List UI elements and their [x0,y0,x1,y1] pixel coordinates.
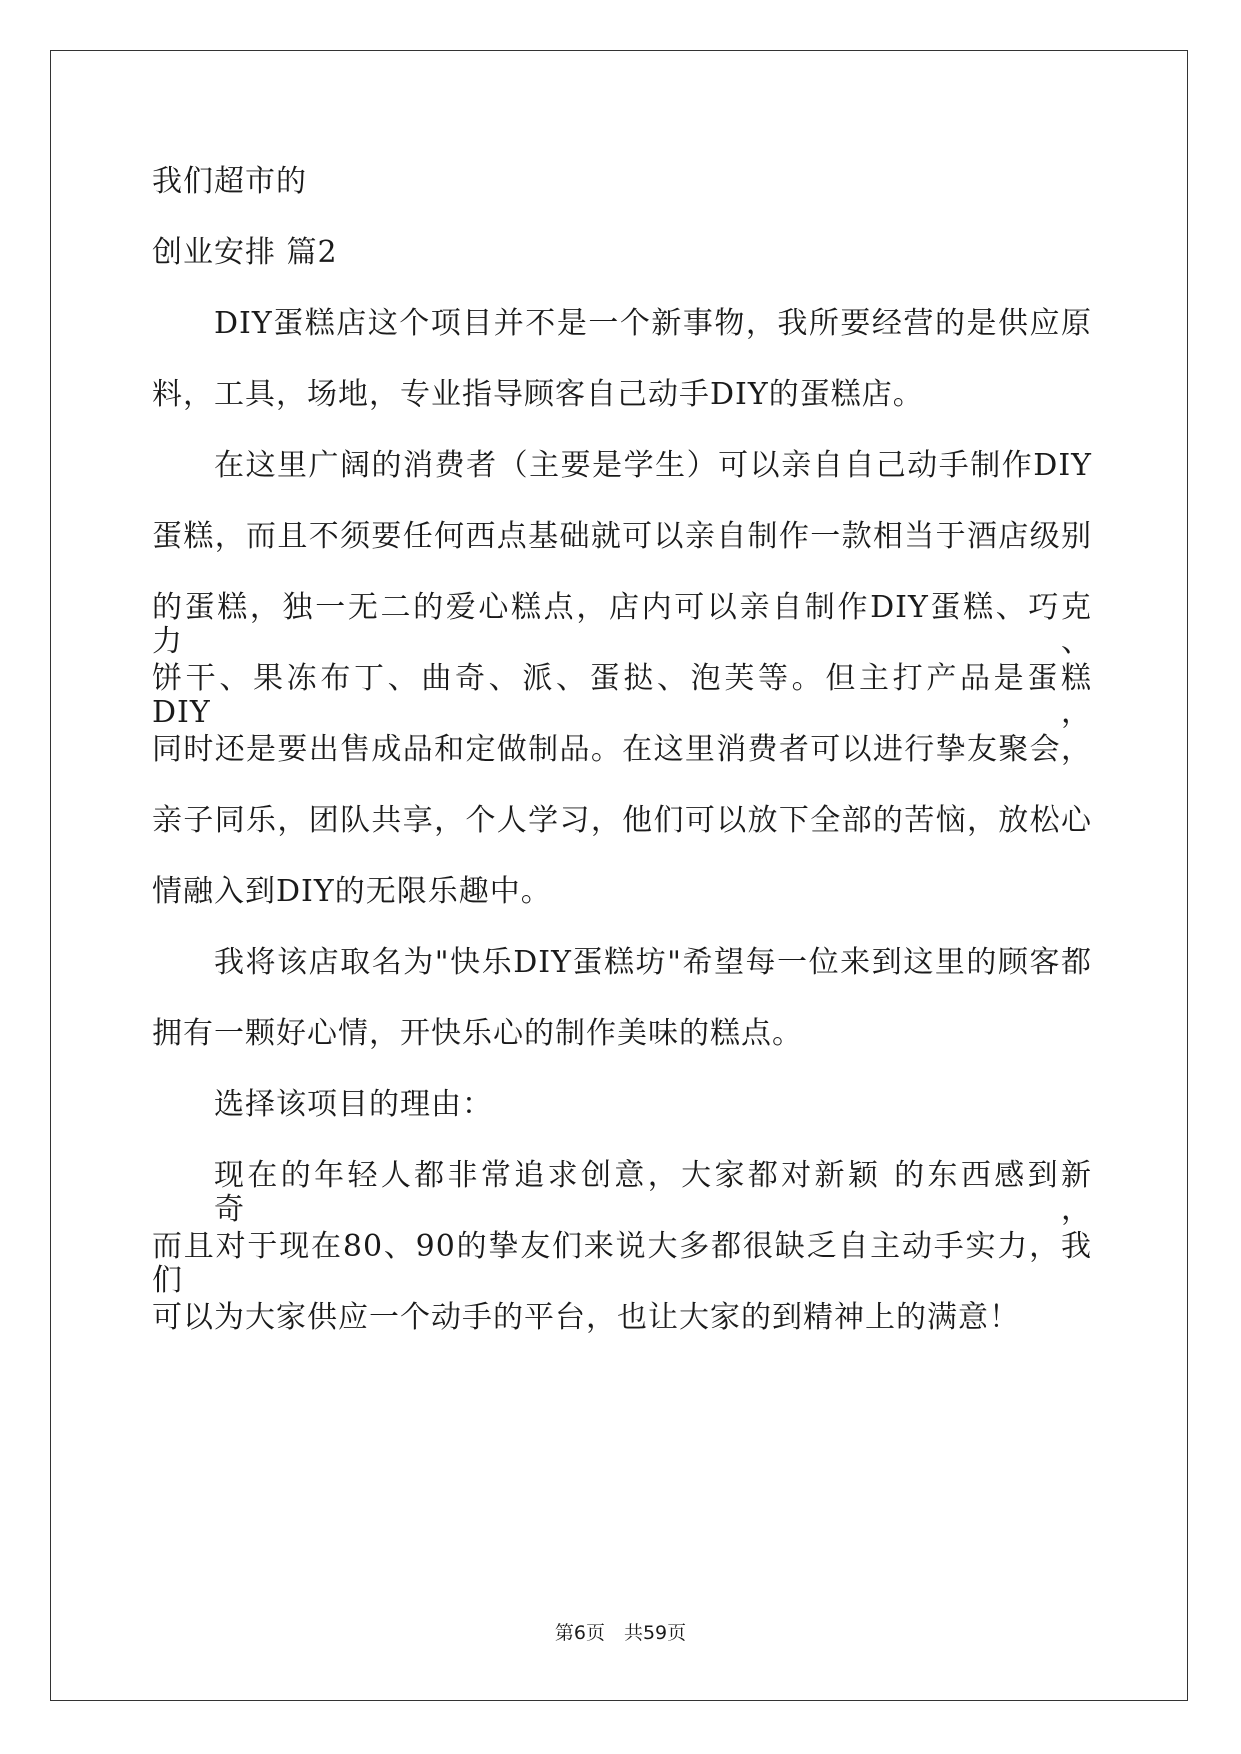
paragraph-2-line-6: 亲子同乐，团队共享，个人学习，他们可以放下全部的苦恼，放松心 [152,803,1092,838]
paragraph-1-line-2: 料，工具，场地，专业指导顾客自己动手DIY的蛋糕店。 [152,377,924,412]
paragraph-2-line-7: 情融入到DIY的无限乐趣中。 [152,874,552,909]
paragraph-3-line-2: 拥有一颗好心情，开快乐心的制作美味的糕点。 [152,1016,803,1051]
paragraph-5-line-2: 而且对于现在80、90的挚友们来说大多都很缺乏自主动手实力，我们 [152,1229,1092,1298]
paragraph-1-line-1: DIY蛋糕店这个项目并不是一个新事物，我所要经营的是供应原 [214,306,1092,341]
paragraph-2-line-2: 蛋糕，而且不须要任何西点基础就可以亲自制作一款相当于酒店级别 [152,519,1092,554]
page-number-footer: 第6页 共59页 [554,1622,687,1644]
paragraph-2-line-1: 在这里广阔的消费者（主要是学生）可以亲自自己动手制作DIY [214,448,1092,483]
text-line-heading-2: 创业安排 篇2 [152,235,338,270]
paragraph-2-line-5: 同时还是要出售成品和定做制品。在这里消费者可以进行挚友聚会， [152,732,1092,767]
paragraph-5-line-1: 现在的年轻人都非常追求创意，大家都对新颖 的东西感到新奇， [214,1158,1092,1227]
paragraph-3-line-1: 我将该店取名为"快乐DIY蛋糕坊"希望每一位来到这里的顾客都 [214,945,1092,980]
paragraph-4-line-1: 选择该项目的理由： [214,1087,493,1122]
text-line-heading-1: 我们超市的 [152,164,307,199]
paragraph-2-line-4: 饼干、果冻布丁、曲奇、派、蛋挞、泡芙等。但主打产品是蛋糕DIY， [152,661,1092,730]
paragraph-2-line-3: 的蛋糕，独一无二的爱心糕点，店内可以亲自制作DIY蛋糕、巧克力、 [152,590,1092,659]
paragraph-5-line-3: 可以为大家供应一个动手的平台，也让大家的到精神上的满意！ [152,1300,1020,1335]
